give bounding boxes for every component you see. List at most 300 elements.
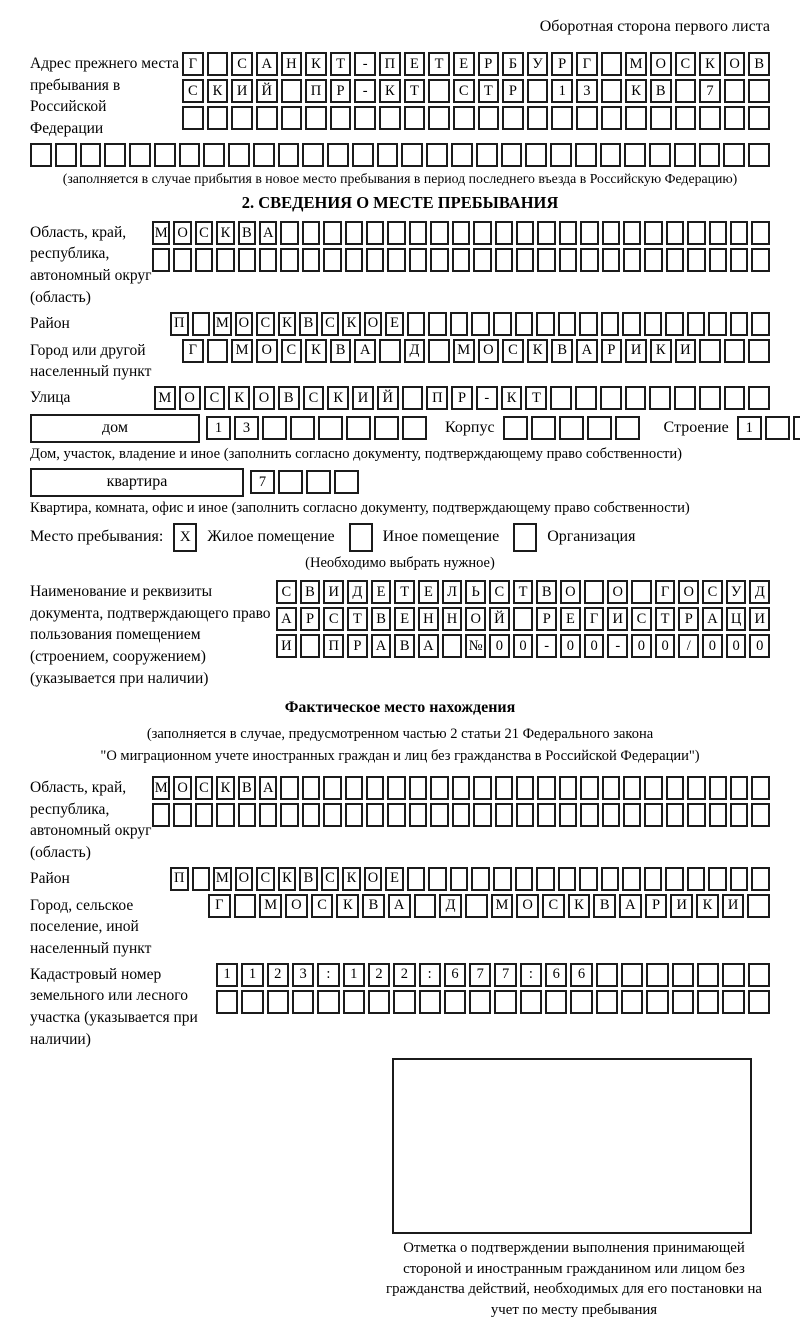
char-cell: [748, 990, 770, 1014]
char-cell: К: [207, 79, 229, 103]
char-cell: 1: [551, 79, 573, 103]
char-cell: [495, 221, 513, 245]
char-cell: [409, 221, 427, 245]
char-cell: [234, 894, 257, 918]
char-cell: :: [317, 963, 339, 987]
char-cell: [345, 221, 363, 245]
char-cell: К: [216, 221, 234, 245]
char-cell: [354, 106, 376, 130]
char-cell: С: [311, 894, 334, 918]
char-cell: [55, 143, 77, 167]
document-label: Наименование и реквизиты документа, подтверждающего право пользования помещением (строением, сооружением) (указывается при наличии): [30, 582, 271, 687]
char-cell: И: [670, 894, 693, 918]
char-cell: [452, 221, 470, 245]
char-cell: 0: [726, 634, 747, 658]
char-cell: 3: [576, 79, 598, 103]
char-cell: П: [323, 634, 344, 658]
char-cell: [644, 312, 663, 336]
stay-place-note: (Необходимо выбрать нужное): [305, 554, 495, 571]
char-cell: Т: [404, 79, 426, 103]
char-cell: Т: [330, 52, 352, 76]
district-label: Район: [30, 314, 70, 332]
char-cell: Ь: [465, 580, 486, 604]
char-cell: [579, 312, 598, 336]
char-cell: [644, 803, 662, 827]
char-cell: [327, 143, 349, 167]
char-cell: Г: [584, 607, 605, 631]
char-cell: Д: [404, 339, 426, 363]
cadastral-label: Кадастровый номер земельного или лесного участка (указывается при наличии): [30, 965, 198, 1048]
char-cell: П: [426, 386, 448, 410]
char-cell: [748, 106, 770, 130]
char-cell: [259, 248, 277, 272]
char-cell: А: [354, 339, 376, 363]
char-cell: [330, 106, 352, 130]
char-cell: С: [231, 52, 253, 76]
char-cell: Ц: [726, 607, 747, 631]
apartment-type-box: квартира: [30, 468, 244, 497]
char-cell: [195, 803, 213, 827]
char-cell: Й: [489, 607, 510, 631]
char-cell: [730, 312, 749, 336]
char-cell: [550, 386, 572, 410]
char-cell: [697, 990, 719, 1014]
char-cell: [387, 248, 405, 272]
char-cell: О: [179, 386, 201, 410]
char-cell: [407, 312, 426, 336]
char-cell: :: [419, 963, 441, 987]
char-cell: [751, 312, 770, 336]
char-cell: [368, 990, 390, 1014]
char-cell: А: [259, 221, 277, 245]
char-cell: [709, 248, 727, 272]
char-cell: К: [527, 339, 549, 363]
char-cell: [280, 248, 298, 272]
char-cell: [207, 106, 229, 130]
char-cell: 6: [444, 963, 466, 987]
char-cell: [730, 248, 748, 272]
char-cell: [649, 143, 671, 167]
char-cell: [473, 221, 491, 245]
char-cell: [536, 867, 555, 891]
char-cell: -: [476, 386, 498, 410]
char-cell: Т: [394, 580, 415, 604]
document-row-1: [276, 580, 770, 604]
char-cell: С: [489, 580, 510, 604]
char-cell: С: [321, 867, 340, 891]
char-cell: [646, 963, 668, 987]
char-cell: [430, 248, 448, 272]
char-cell: [387, 776, 405, 800]
korpus-cells: [503, 416, 640, 440]
char-cell: [551, 106, 573, 130]
char-cell: [173, 803, 191, 827]
actual-city-row: [208, 894, 770, 918]
char-cell: [666, 248, 684, 272]
char-cell: [495, 803, 513, 827]
char-cell: [576, 106, 598, 130]
char-cell: [709, 803, 727, 827]
char-cell: [292, 990, 314, 1014]
char-cell: О: [235, 312, 254, 336]
char-cell: М: [152, 221, 170, 245]
actual-location-caption-line1: (заполняется в случае, предусмотренном частью 2 статьи 21 Федерального закона: [146, 726, 654, 743]
char-cell: С: [182, 79, 204, 103]
char-cell: [687, 248, 705, 272]
char-cell: [104, 143, 126, 167]
char-cell: И: [722, 894, 745, 918]
char-cell: [602, 776, 620, 800]
char-cell: [709, 776, 727, 800]
char-cell: [278, 470, 303, 494]
char-cell: [377, 143, 399, 167]
char-cell: О: [235, 867, 254, 891]
char-cell: М: [213, 312, 232, 336]
char-cell: [352, 143, 374, 167]
char-cell: [527, 106, 549, 130]
page-side-note: Оборотная сторона первого листа: [539, 18, 770, 35]
actual-district-row: [170, 867, 770, 891]
char-cell: [516, 221, 534, 245]
char-cell: [527, 79, 549, 103]
actual-region-block: [30, 776, 770, 864]
char-cell: [476, 143, 498, 167]
char-cell: [672, 990, 694, 1014]
char-cell: А: [576, 339, 598, 363]
checkbox-inoe: [349, 523, 373, 552]
char-cell: [545, 990, 567, 1014]
prev-address-row-2: [182, 79, 770, 103]
char-cell: [323, 221, 341, 245]
stay-place-label: Место пребывания:: [30, 528, 164, 546]
char-cell: С: [453, 79, 475, 103]
char-cell: [334, 470, 359, 494]
region-row-1: [152, 221, 770, 245]
char-cell: Е: [385, 312, 404, 336]
char-cell: [625, 106, 647, 130]
korpus-label: Корпус: [445, 419, 495, 437]
char-cell: К: [342, 867, 361, 891]
char-cell: А: [619, 894, 642, 918]
char-cell: К: [696, 894, 719, 918]
char-cell: [722, 990, 744, 1014]
house-row: [30, 414, 770, 443]
char-cell: [687, 803, 705, 827]
char-cell: [323, 248, 341, 272]
char-cell: Г: [182, 339, 204, 363]
char-cell: 2: [368, 963, 390, 987]
char-cell: В: [593, 894, 616, 918]
char-cell: У: [527, 52, 549, 76]
region-block: [30, 221, 770, 309]
char-cell: [623, 776, 641, 800]
char-cell: В: [394, 634, 415, 658]
char-cell: [216, 248, 234, 272]
char-cell: К: [342, 312, 361, 336]
char-cell: С: [204, 386, 226, 410]
char-cell: [473, 248, 491, 272]
char-cell: [428, 867, 447, 891]
char-cell: [602, 248, 620, 272]
char-cell: Е: [371, 580, 392, 604]
char-cell: [323, 803, 341, 827]
char-cell: [302, 221, 320, 245]
char-cell: 0: [489, 634, 510, 658]
char-cell: И: [352, 386, 374, 410]
char-cell: [318, 416, 343, 440]
char-cell: [580, 776, 598, 800]
char-cell: П: [170, 867, 189, 891]
char-cell: [300, 634, 321, 658]
char-cell: [666, 776, 684, 800]
cadastral-row-1: [216, 963, 770, 987]
char-cell: К: [501, 386, 523, 410]
char-cell: К: [336, 894, 359, 918]
char-cell: С: [675, 52, 697, 76]
char-cell: К: [568, 894, 591, 918]
char-cell: [601, 79, 623, 103]
char-cell: 7: [699, 79, 721, 103]
char-cell: [179, 143, 201, 167]
char-cell: [493, 867, 512, 891]
char-cell: [621, 990, 643, 1014]
char-cell: Т: [428, 52, 450, 76]
char-cell: [281, 106, 303, 130]
char-cell: [724, 106, 746, 130]
char-cell: [649, 386, 671, 410]
stroenie-cells: [737, 416, 800, 440]
char-cell: С: [323, 607, 344, 631]
char-cell: Р: [451, 386, 473, 410]
char-cell: [665, 867, 684, 891]
char-cell: [537, 248, 555, 272]
char-cell: [195, 248, 213, 272]
char-cell: [345, 248, 363, 272]
char-cell: [621, 963, 643, 987]
cadastral-row-2: [216, 990, 770, 1014]
char-cell: [152, 248, 170, 272]
char-cell: [493, 312, 512, 336]
char-cell: [278, 143, 300, 167]
char-cell: Е: [453, 52, 475, 76]
char-cell: [173, 248, 191, 272]
char-cell: [280, 803, 298, 827]
char-cell: М: [154, 386, 176, 410]
char-cell: 1: [343, 963, 365, 987]
char-cell: [730, 776, 748, 800]
char-cell: В: [536, 580, 557, 604]
char-cell: [587, 416, 612, 440]
char-cell: [262, 416, 287, 440]
char-cell: -: [607, 634, 628, 658]
prev-address-label: Адрес прежнего места пребывания в Российской Федерации: [30, 55, 180, 138]
char-cell: Т: [655, 607, 676, 631]
char-cell: [393, 990, 415, 1014]
char-cell: [343, 990, 365, 1014]
char-cell: [306, 470, 331, 494]
char-cell: [426, 143, 448, 167]
char-cell: [387, 221, 405, 245]
char-cell: Н: [418, 607, 439, 631]
char-cell: [473, 776, 491, 800]
char-cell: С: [542, 894, 565, 918]
char-cell: [708, 312, 727, 336]
char-cell: И: [607, 607, 628, 631]
char-cell: К: [625, 79, 647, 103]
char-cell: [675, 79, 697, 103]
checkbox-zhiloe-label: Жилое помещение: [207, 528, 335, 546]
apartment-caption: Квартира, комната, офис и иное (заполнить согласно документу, подтверждающему право собственности): [30, 499, 690, 516]
char-cell: С: [195, 776, 213, 800]
char-cell: [192, 312, 211, 336]
char-cell: [520, 990, 542, 1014]
char-cell: №: [465, 634, 486, 658]
char-cell: У: [726, 580, 747, 604]
char-cell: Е: [560, 607, 581, 631]
char-cell: В: [551, 339, 573, 363]
char-cell: [231, 106, 253, 130]
char-cell: [709, 221, 727, 245]
char-cell: О: [478, 339, 500, 363]
char-cell: [730, 221, 748, 245]
actual-district-block: [30, 867, 770, 891]
char-cell: Б: [502, 52, 524, 76]
char-cell: [366, 248, 384, 272]
char-cell: [623, 248, 641, 272]
city-row: [182, 339, 770, 363]
char-cell: 0: [655, 634, 676, 658]
char-cell: [751, 803, 769, 827]
char-cell: И: [625, 339, 647, 363]
char-cell: 6: [545, 963, 567, 987]
char-cell: 2: [393, 963, 415, 987]
char-cell: 0: [749, 634, 770, 658]
char-cell: [241, 990, 263, 1014]
char-cell: [537, 776, 555, 800]
char-cell: :: [520, 963, 542, 987]
char-cell: [451, 143, 473, 167]
char-cell: [430, 776, 448, 800]
char-cell: [152, 803, 170, 827]
char-cell: [428, 312, 447, 336]
char-cell: А: [702, 607, 723, 631]
char-cell: С: [702, 580, 723, 604]
apartment-number-cells: [250, 470, 359, 494]
char-cell: П: [305, 79, 327, 103]
char-cell: Д: [439, 894, 462, 918]
char-cell: [687, 221, 705, 245]
char-cell: В: [362, 894, 385, 918]
char-cell: [256, 106, 278, 130]
char-cell: [465, 894, 488, 918]
char-cell: [207, 339, 229, 363]
char-cell: [584, 580, 605, 604]
char-cell: А: [388, 894, 411, 918]
char-cell: Й: [377, 386, 399, 410]
char-cell: [516, 248, 534, 272]
char-cell: -: [354, 79, 376, 103]
char-cell: [516, 803, 534, 827]
char-cell: [601, 106, 623, 130]
char-cell: [615, 416, 640, 440]
char-cell: [708, 867, 727, 891]
char-cell: 1: [737, 416, 762, 440]
char-cell: 0: [631, 634, 652, 658]
char-cell: [515, 867, 534, 891]
char-cell: С: [281, 339, 303, 363]
char-cell: [765, 416, 790, 440]
char-cell: [402, 386, 424, 410]
checkbox-inoe-label: Иное помещение: [382, 528, 500, 546]
char-cell: [501, 143, 523, 167]
char-cell: С: [631, 607, 652, 631]
char-cell: [751, 248, 769, 272]
char-cell: [699, 386, 721, 410]
char-cell: [453, 106, 475, 130]
prev-address-block: [30, 52, 770, 140]
char-cell: [409, 248, 427, 272]
char-cell: Т: [478, 79, 500, 103]
char-cell: О: [253, 386, 275, 410]
char-cell: [414, 894, 437, 918]
checkbox-zhiloe: X: [173, 523, 197, 552]
char-cell: [724, 79, 746, 103]
char-cell: [623, 221, 641, 245]
char-cell: [216, 803, 234, 827]
char-cell: [666, 803, 684, 827]
char-cell: [644, 776, 662, 800]
char-cell: [503, 416, 528, 440]
char-cell: Г: [208, 894, 231, 918]
char-cell: Р: [551, 52, 573, 76]
char-cell: [182, 106, 204, 130]
char-cell: [580, 803, 598, 827]
char-cell: [379, 106, 401, 130]
char-cell: Е: [404, 52, 426, 76]
house-type-box: дом: [30, 414, 200, 443]
char-cell: -: [536, 634, 557, 658]
district-row: [170, 312, 770, 336]
char-cell: Л: [442, 580, 463, 604]
street-block: [30, 386, 770, 410]
char-cell: [793, 416, 800, 440]
char-cell: [602, 221, 620, 245]
char-cell: [550, 143, 572, 167]
char-cell: [473, 803, 491, 827]
char-cell: [345, 776, 363, 800]
char-cell: [579, 867, 598, 891]
char-cell: О: [607, 580, 628, 604]
char-cell: [724, 386, 746, 410]
char-cell: В: [300, 580, 321, 604]
char-cell: [723, 143, 745, 167]
char-cell: [430, 221, 448, 245]
char-cell: [537, 803, 555, 827]
char-cell: [559, 416, 584, 440]
char-cell: [600, 386, 622, 410]
char-cell: [238, 803, 256, 827]
char-cell: Д: [749, 580, 770, 604]
char-cell: [407, 867, 426, 891]
char-cell: [575, 143, 597, 167]
char-cell: [644, 221, 662, 245]
char-cell: [672, 963, 694, 987]
confirmation-stamp-box: [392, 1058, 752, 1234]
char-cell: [580, 221, 598, 245]
prev-address-row-1: [182, 52, 770, 76]
char-cell: 7: [494, 963, 516, 987]
confirmation-stamp-caption: Отметка о подтверждении выполнения принимающей стороной и иностранным гражданином или лицом без гражданства действий, необходимых для его постановки на учет по месту пребывания: [386, 1240, 762, 1318]
